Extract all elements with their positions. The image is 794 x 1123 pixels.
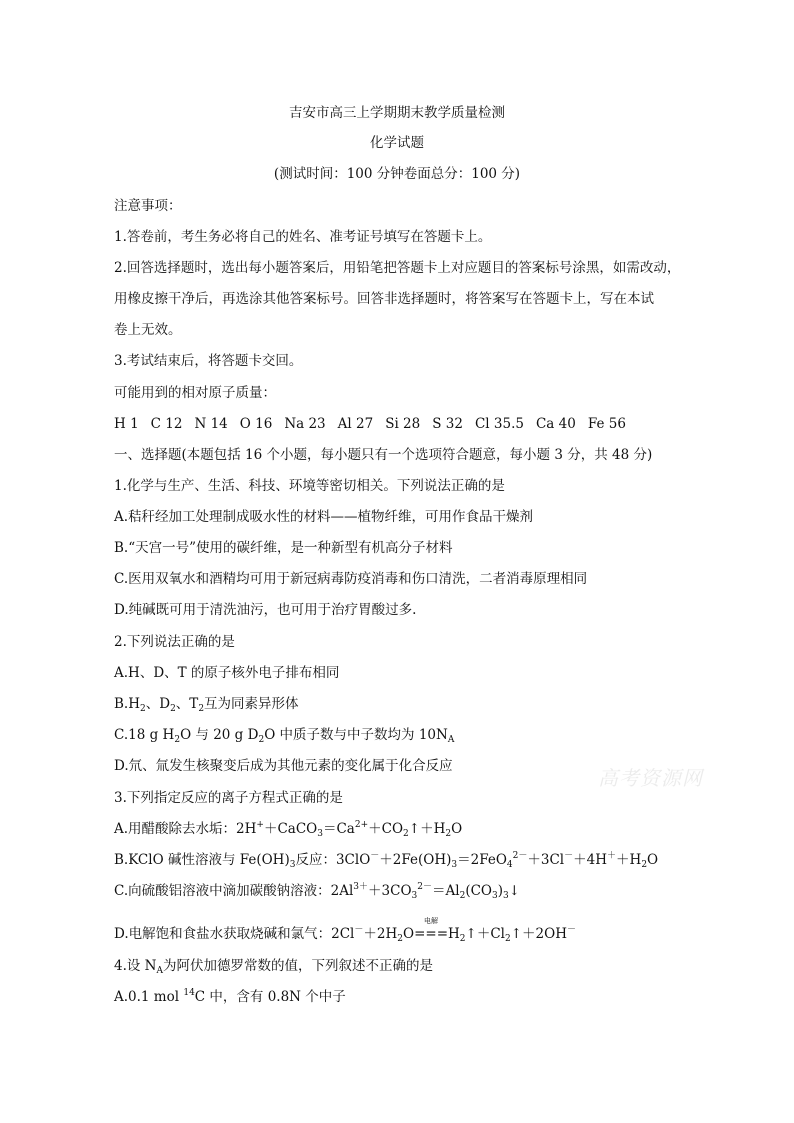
q3-option-a: A.用醋酸除去水垢：$2H^++CaCO_3=Ca^{2+}+CO_2↑+H_2O$ <box>114 820 463 839</box>
q3-option-b: B.KClO 碱性溶液与 $Fe(OH)_3$反应：$3ClO^-+2Fe(OH)_3=2FeO_4^{2-}+3Cl^-+4H^++H_2O$ <box>114 851 659 870</box>
q1-option-d: D.纯碱既可用于清洗油污，也可用于治疗胃酸过多. <box>114 602 417 618</box>
atomic-mass-item: H 1 <box>114 416 139 432</box>
exam-title: 吉安市高三上学期期末教学质量检测 <box>289 105 505 121</box>
q1-option-c: C.医用双氧水和酒精均可用于新冠病毒防疫消毒和伤口清洗，二者消毒原理相同 <box>114 571 588 587</box>
note-2-line-2: 用橡皮擦干净后，再选涂其他答案标号。回答非选择题时，将答案写在答题卡上，写在本试 <box>114 291 654 307</box>
atomic-mass-item: O 16 <box>239 416 273 432</box>
q2-option-d: D.氘、氚发生核聚变后成为其他元素的变化属于化合反应 <box>114 758 453 774</box>
atomic-mass-item: C 12 <box>150 416 183 432</box>
note-2-line-1: 2.回答选择题时，选出每小题答案后，用铅笔把答题卡上对应题目的答案标号涂黑，如需改动， <box>114 260 681 276</box>
exam-time-info: (测试时间：100 分钟卷面总分：100 分) <box>273 166 521 182</box>
notes-heading: 注意事项： <box>114 198 182 214</box>
atomic-mass-item: S 32 <box>432 416 463 432</box>
atomic-mass-heading: 可能用到的相对原子质量： <box>114 385 276 401</box>
q4-option-a: A.0.1 mol $^{14}$C 中，含有 0.8N 个中子 <box>114 988 346 1005</box>
atomic-mass-item: Na 23 <box>284 416 326 432</box>
q3-option-c: C.向硫酸铝溶液中滴加碳酸钠溶液：$2Al^{3+}+3CO_3^{2-}=Al_2(CO_3)_3↓$ <box>114 882 521 901</box>
note-2-line-3: 卷上无效。 <box>114 322 182 338</box>
q3-stem: 3.下列指定反应的离子方程式正确的是 <box>114 790 343 806</box>
q2-option-a: A.H、D、T 的原子核外电子排布相同 <box>114 665 340 681</box>
q3-option-d: D.电解饱和食盐水获取烧碱和氯气：$2Cl^-+2H_2O$ 电解 $===H_2↑+Cl_2↑+2OH^-$ <box>114 917 576 944</box>
atomic-mass-item: Cl 35.5 <box>474 416 524 432</box>
atomic-mass-item: Si 28 <box>385 416 421 432</box>
note-1: 1.答卷前，考生务必将自己的姓名、准考证号填写在答题卡上。 <box>114 229 492 245</box>
exam-subject: 化学试题 <box>370 135 424 151</box>
section-1-heading: 一、选择题(本题包括 16 个小题，每小题只有一个选项符合题意，每小题 3 分，共 48 分) <box>114 447 653 463</box>
q2-stem: 2.下列说法正确的是 <box>114 634 235 650</box>
atomic-mass-item: N 14 <box>194 416 228 432</box>
atomic-mass-item: Fe 56 <box>587 416 626 432</box>
watermark: 高考资源网 <box>598 766 703 790</box>
q4-stem: 4.设 $N_A$为阿伏加德罗常数的值，下列叙述不正确的是 <box>114 958 433 976</box>
atomic-mass-item: Ca 40 <box>535 416 576 432</box>
q2-option-b: $B.H_2$、$D_2$、$T_2$互为同素异形体 <box>114 696 299 714</box>
q2-option-c: C.18 g $H_2O$ 与 20 g $D_2O$ 中质子数与中子数均为 $10N_A$ <box>114 727 455 745</box>
q1-option-b: B.“天宫一号”使用的碳纤维，是一种新型有机高分子材料 <box>114 540 453 556</box>
electrolysis-sign: 电解 === <box>414 917 449 942</box>
q1-stem: 1.化学与生产、生活、科技、环境等密切相关。下列说法正确的是 <box>114 478 505 494</box>
q1-option-a: A.秸秆经加工处理制成吸水性的材料——植物纤维，可用作食品干燥剂 <box>114 509 534 525</box>
atomic-mass-item: Al 27 <box>337 416 374 432</box>
note-3: 3.考试结束后，将答题卡交回。 <box>114 353 303 369</box>
atomic-mass-list <box>114 415 638 433</box>
